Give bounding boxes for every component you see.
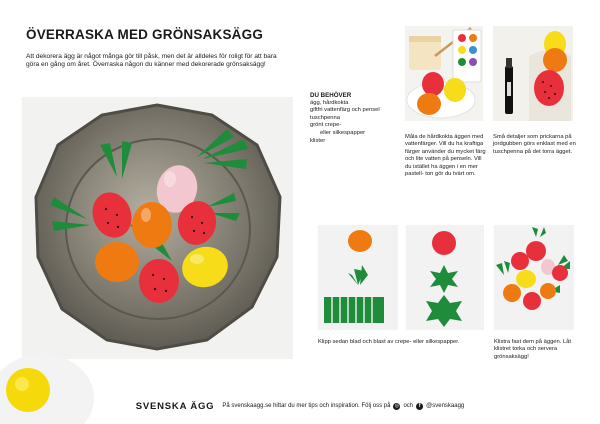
egg-yellow	[444, 78, 466, 102]
step1-caption: Måla de hårdkokta äggen med vattenfärger. Vill du ha kraftiga färger använder du mycket färg och lite vatten på penseln. Vill du istället ha äggen i en mer pastell- ton gör du tvärt om.	[405, 134, 486, 178]
materials-heading: DU BEHÖVER	[310, 92, 352, 99]
egg-orange-center	[132, 202, 172, 248]
material-item: tuschpenna	[310, 114, 340, 121]
intro-text: Att dekorera ägg är något många gör till påsk, men det är alldeles för roligt för att bara göra en gång om året. Överraska någon du känner med dekorerade grönsaksägg!	[26, 53, 277, 69]
step2-caption: Små detaljer som prickarna på jordgubben görs enklast med en tuschpenna på det torra ägget.	[493, 134, 576, 155]
material-item: ägg, hårdkokta	[310, 99, 349, 106]
material-item: eller silkespapper	[320, 129, 366, 136]
egg-red	[422, 72, 444, 96]
footer-text-middle: och	[403, 403, 414, 409]
step3-photo-a	[318, 225, 398, 330]
footer-handle[interactable]: @svenskaagg	[426, 403, 465, 409]
footer-text	[222, 403, 464, 410]
step4-caption: Klistra fast dem på äggen. Låt klistret torka och servera grönsaksägg!	[494, 339, 572, 360]
step3-caption: Klipp sedan blad och blast av crepe- eller silkespapper.	[318, 339, 460, 345]
egg-strawberry-bottom	[139, 259, 179, 303]
main-photo	[22, 97, 293, 359]
footer	[0, 398, 600, 414]
instagram-icon[interactable]: ◎	[394, 403, 400, 409]
brand-name: SVENSKA ÄGG	[135, 400, 215, 412]
step1-photo	[405, 26, 483, 121]
step2-photo	[493, 26, 573, 121]
facebook-icon[interactable]: f	[416, 403, 423, 410]
egg-orange-left	[95, 242, 139, 282]
egg-orange	[417, 93, 441, 115]
footer-text-before: På svenskaagg.se hittar du mer tips och inspiration. Följ oss på	[222, 403, 391, 409]
egg-strawberry	[534, 70, 564, 106]
page-title: ÖVERRASKA MED GRÖNSAKSÄGG	[26, 27, 264, 42]
step4-photo	[494, 225, 574, 330]
step3-photo-b	[406, 225, 484, 330]
material-item: giftfri vattenfärg och pensel	[310, 107, 380, 114]
egg-red	[432, 231, 456, 255]
egg-orange	[348, 230, 372, 252]
materials-list	[310, 92, 400, 145]
material-item: klister	[310, 137, 326, 144]
material-item: grönt crepe-	[310, 122, 342, 129]
